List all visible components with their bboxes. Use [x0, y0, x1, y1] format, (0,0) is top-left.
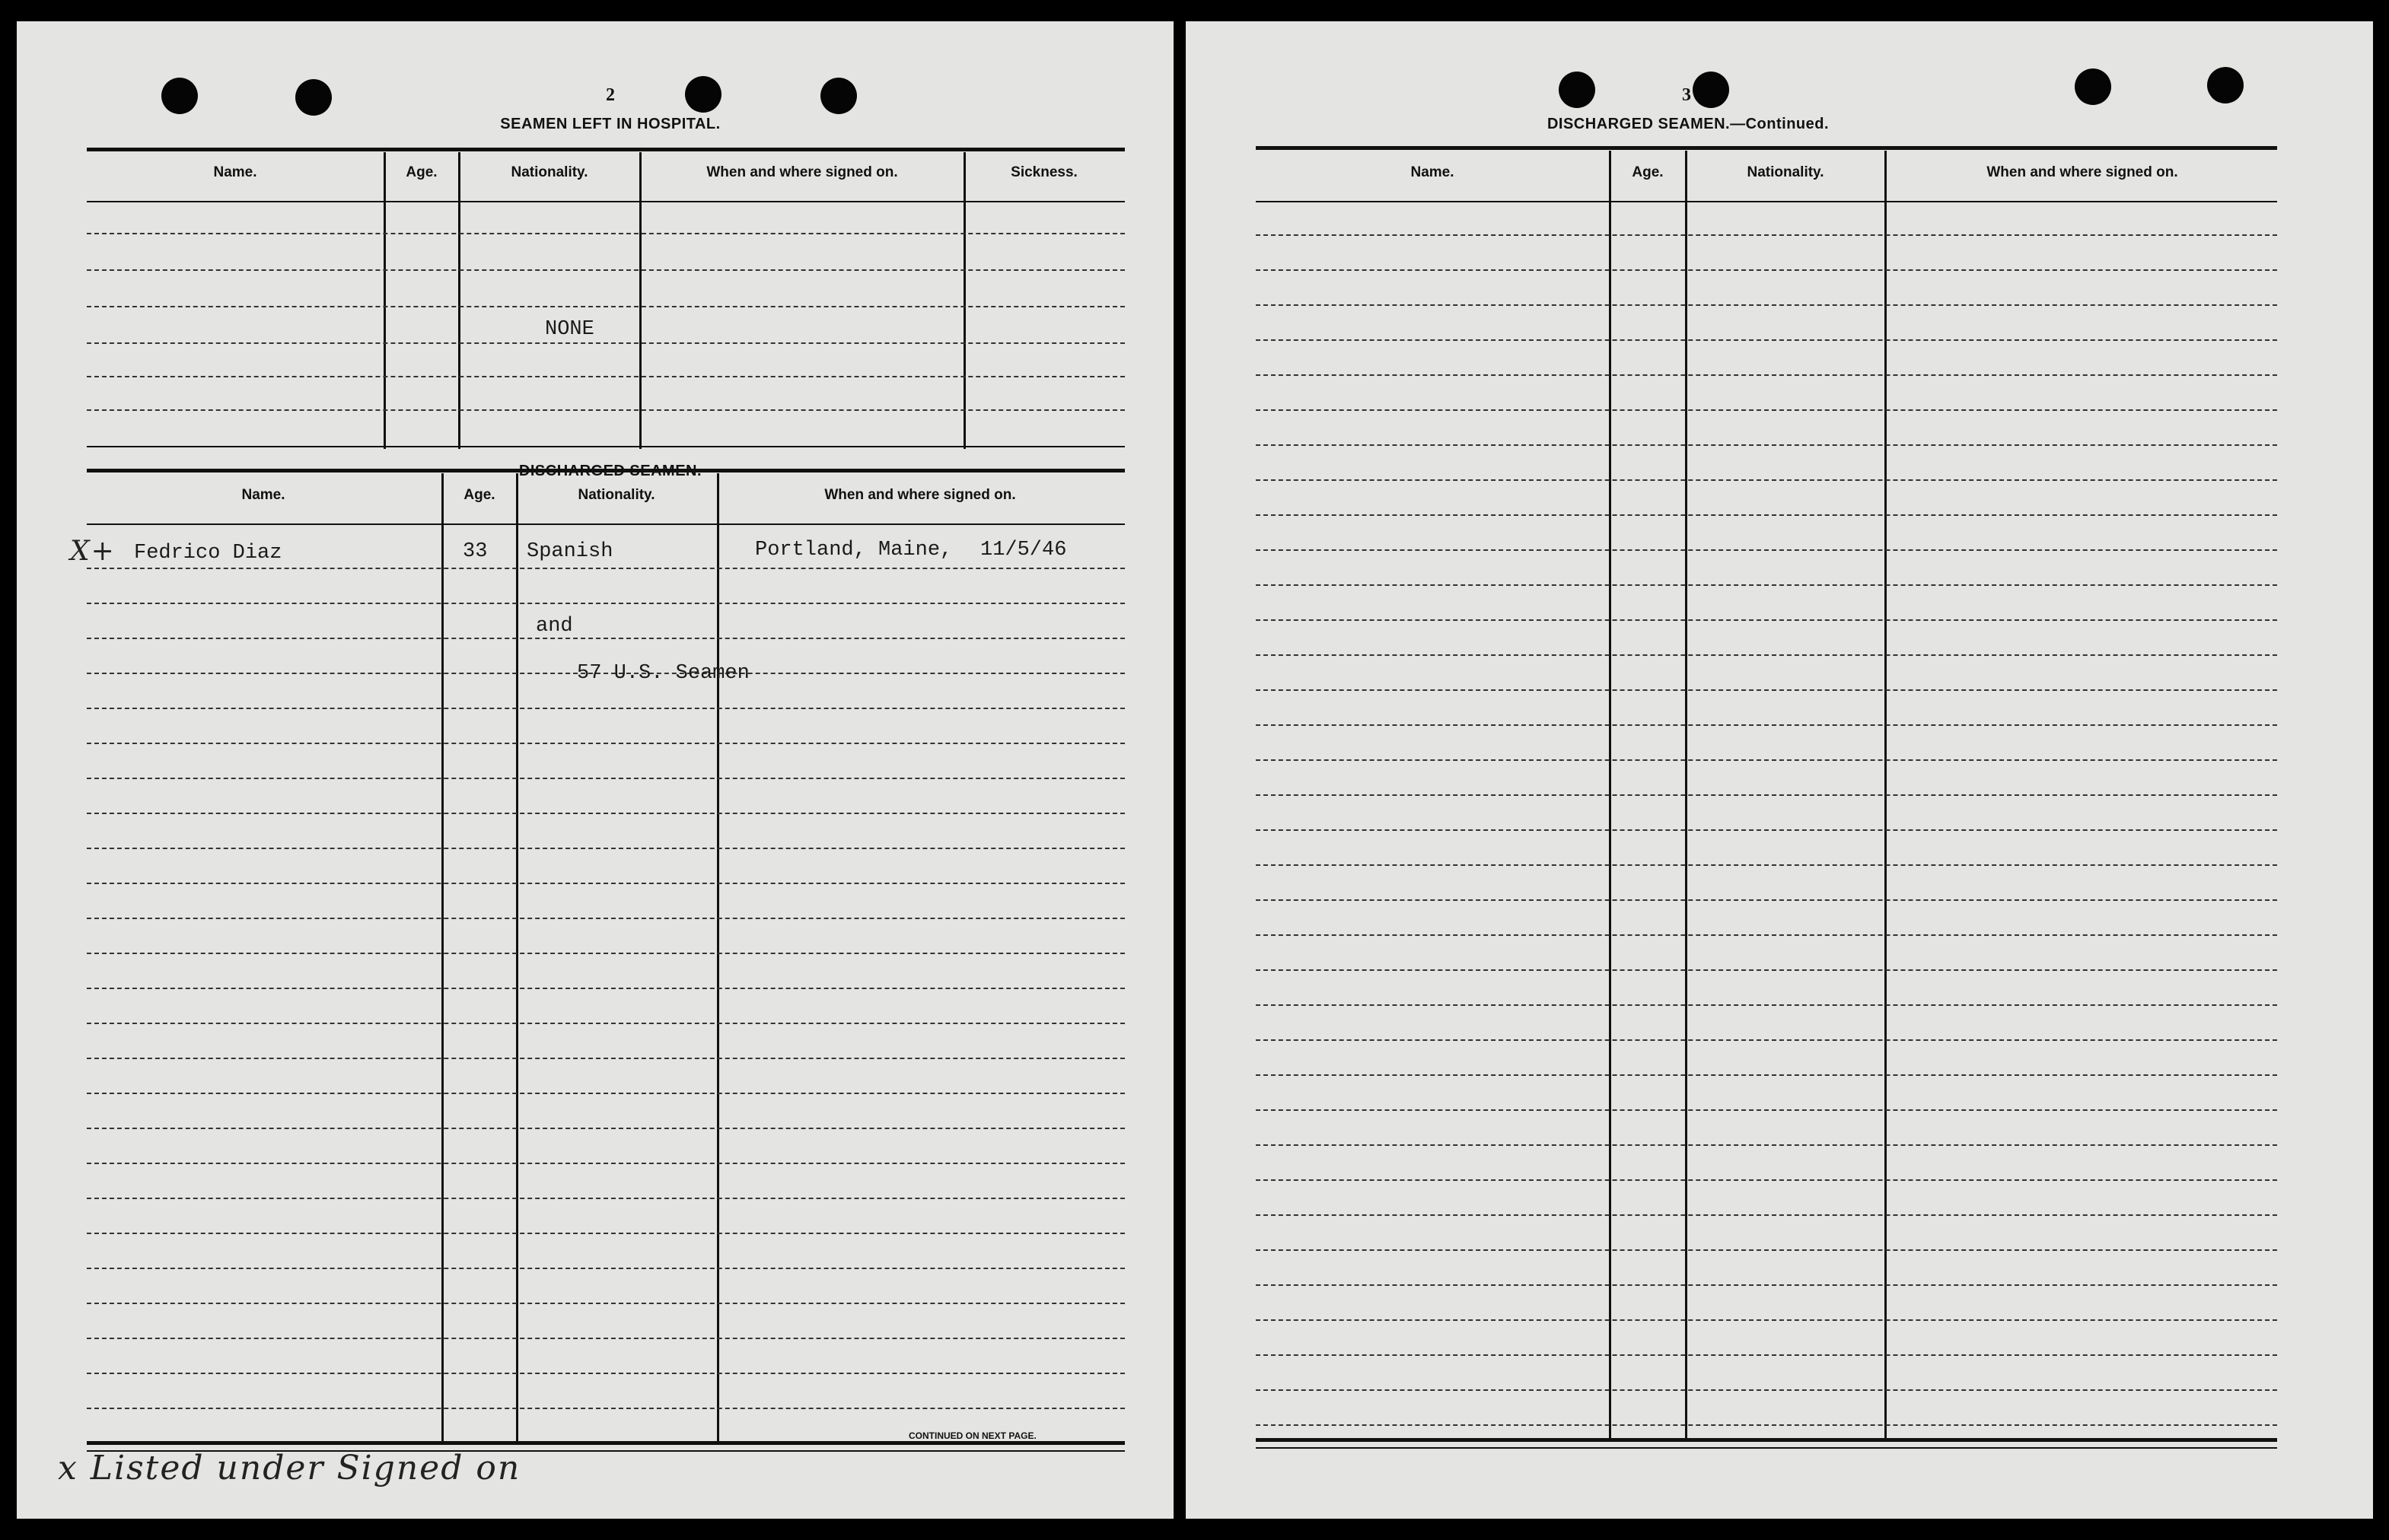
header-rule — [1256, 201, 2277, 202]
hospital-header-age: Age. — [406, 164, 438, 180]
ruled-line — [87, 409, 1125, 411]
column-divider — [717, 473, 719, 1444]
row-mark: X+ — [70, 536, 116, 567]
ruled-line — [87, 376, 1125, 377]
column-divider — [516, 473, 518, 1444]
continued-header-nationality: Nationality. — [1747, 164, 1824, 180]
ruled-line — [87, 603, 1125, 604]
ruled-line — [87, 813, 1125, 814]
note-and: and — [536, 615, 573, 638]
ruled-line — [87, 918, 1125, 919]
header-rule — [87, 523, 1125, 525]
column-divider — [1884, 151, 1887, 1441]
ruled-line — [1256, 864, 2277, 866]
discharged-header-nationality: Nationality. — [578, 487, 655, 503]
signed-on-place: Portland, Maine, — [755, 539, 953, 562]
punch-hole — [1559, 72, 1595, 108]
ruled-line — [87, 568, 1125, 569]
note-us-seamen: 57 U.S. Seamen — [577, 662, 750, 685]
ruled-line — [1256, 1214, 2277, 1216]
punch-hole — [2207, 67, 2244, 103]
discharged-header-age: Age. — [463, 487, 495, 503]
ruled-line — [87, 1163, 1125, 1164]
ruled-line — [1256, 549, 2277, 551]
handwritten-note: x Listed under Signed on — [58, 1449, 521, 1488]
punch-hole — [295, 79, 332, 116]
continued-on-next-page: CONTINUED ON NEXT PAGE. — [909, 1430, 1037, 1441]
ruled-line — [1256, 934, 2277, 936]
continued-header-name: Name. — [1410, 164, 1454, 180]
ruled-line — [87, 1023, 1125, 1024]
ruled-line — [1256, 619, 2277, 621]
hospital-header-nationality: Nationality. — [511, 164, 588, 180]
hospital-header-sickness: Sickness. — [1011, 164, 1078, 180]
ruled-line — [87, 1093, 1125, 1094]
hospital-header-name: Name. — [213, 164, 257, 180]
discharged-continued-title: DISCHARGED SEAMEN.—Continued. — [1546, 116, 1830, 132]
ruled-line — [1256, 1144, 2277, 1146]
punch-hole — [820, 78, 857, 114]
ruled-line — [1256, 829, 2277, 831]
ruled-line — [1256, 1074, 2277, 1076]
ruled-line — [87, 988, 1125, 989]
ruled-line — [87, 1058, 1125, 1059]
continued-header-age: Age. — [1632, 164, 1664, 180]
column-divider — [1609, 151, 1611, 1441]
ruled-line — [1256, 1109, 2277, 1111]
hospital-entry-none: NONE — [545, 318, 594, 341]
ruled-line — [87, 743, 1125, 744]
ruled-line — [1256, 794, 2277, 796]
right-page — [1186, 21, 2373, 1519]
ruled-line — [87, 1373, 1125, 1374]
table-top-rule — [1256, 146, 2277, 150]
ruled-line — [1256, 969, 2277, 971]
ruled-line — [1256, 1389, 2277, 1391]
ruled-line — [1256, 304, 2277, 306]
ruled-line — [1256, 514, 2277, 516]
ruled-line — [1256, 374, 2277, 376]
punch-hole — [685, 76, 721, 113]
column-divider — [964, 152, 966, 449]
column-divider — [1685, 151, 1687, 1441]
ruled-line — [87, 883, 1125, 884]
ruled-line — [1256, 234, 2277, 236]
ruled-line — [87, 1408, 1125, 1409]
table-bottom-rule — [87, 1441, 1125, 1445]
ruled-line — [1256, 1039, 2277, 1041]
ruled-line — [1256, 654, 2277, 656]
ruled-line — [87, 1198, 1125, 1199]
discharged-section-title — [397, 440, 823, 480]
ruled-line — [1256, 409, 2277, 411]
discharged-header-signed-on: When and where signed on. — [824, 487, 1016, 503]
column-divider — [639, 152, 642, 449]
table-top-rule — [87, 148, 1125, 151]
ruled-line — [87, 1268, 1125, 1269]
header-rule — [87, 201, 1125, 202]
column-divider — [458, 152, 460, 449]
ruled-line — [1256, 1319, 2277, 1321]
ruled-line — [1256, 899, 2277, 901]
ruled-line — [1256, 1249, 2277, 1251]
column-divider — [441, 473, 444, 1444]
ruled-line — [1256, 584, 2277, 586]
ruled-line — [1256, 1179, 2277, 1181]
ruled-line — [87, 1128, 1125, 1129]
column-divider — [384, 152, 386, 449]
table-top-rule — [87, 469, 1125, 473]
ruled-line — [1256, 444, 2277, 446]
table-bottom-rule — [1256, 1438, 2277, 1442]
hospital-section-title: SEAMEN LEFT IN HOSPITAL. — [500, 116, 721, 132]
ruled-line — [87, 1233, 1125, 1234]
page-number: 3 — [1682, 85, 1691, 105]
ruled-line — [87, 1303, 1125, 1304]
page-number: 2 — [606, 85, 615, 105]
seaman-nationality: Spanish — [527, 540, 613, 563]
ruled-line — [87, 306, 1125, 307]
ruled-line — [87, 848, 1125, 849]
ruled-line — [1256, 724, 2277, 726]
discharged-header-name: Name. — [241, 487, 285, 503]
ruled-line — [1256, 1284, 2277, 1286]
ruled-line — [1256, 1424, 2277, 1426]
ruled-line — [87, 342, 1125, 344]
ruled-line — [1256, 689, 2277, 691]
ruled-line — [87, 708, 1125, 709]
left-page — [17, 21, 1174, 1519]
ruled-line — [1256, 1004, 2277, 1006]
signed-on-date: 11/5/46 — [980, 539, 1067, 562]
ruled-line — [1256, 339, 2277, 341]
ruled-line — [1256, 1354, 2277, 1356]
seaman-name: Fedrico Diaz — [134, 542, 282, 565]
table-bottom-rule-2 — [1256, 1447, 2277, 1449]
ruled-line — [87, 953, 1125, 954]
ruled-line — [1256, 479, 2277, 481]
ruled-line — [87, 233, 1125, 234]
ruled-line — [87, 778, 1125, 779]
continued-header-signed-on: When and where signed on. — [1986, 164, 2178, 180]
ruled-line — [87, 1338, 1125, 1339]
ruled-line — [87, 638, 1125, 639]
seaman-age: 33 — [463, 540, 488, 563]
punch-hole — [2075, 68, 2111, 105]
ruled-line — [1256, 269, 2277, 271]
ruled-line — [1256, 759, 2277, 761]
hospital-header-signed-on: When and where signed on. — [706, 164, 898, 180]
ruled-line — [87, 269, 1125, 271]
punch-hole — [161, 78, 198, 114]
